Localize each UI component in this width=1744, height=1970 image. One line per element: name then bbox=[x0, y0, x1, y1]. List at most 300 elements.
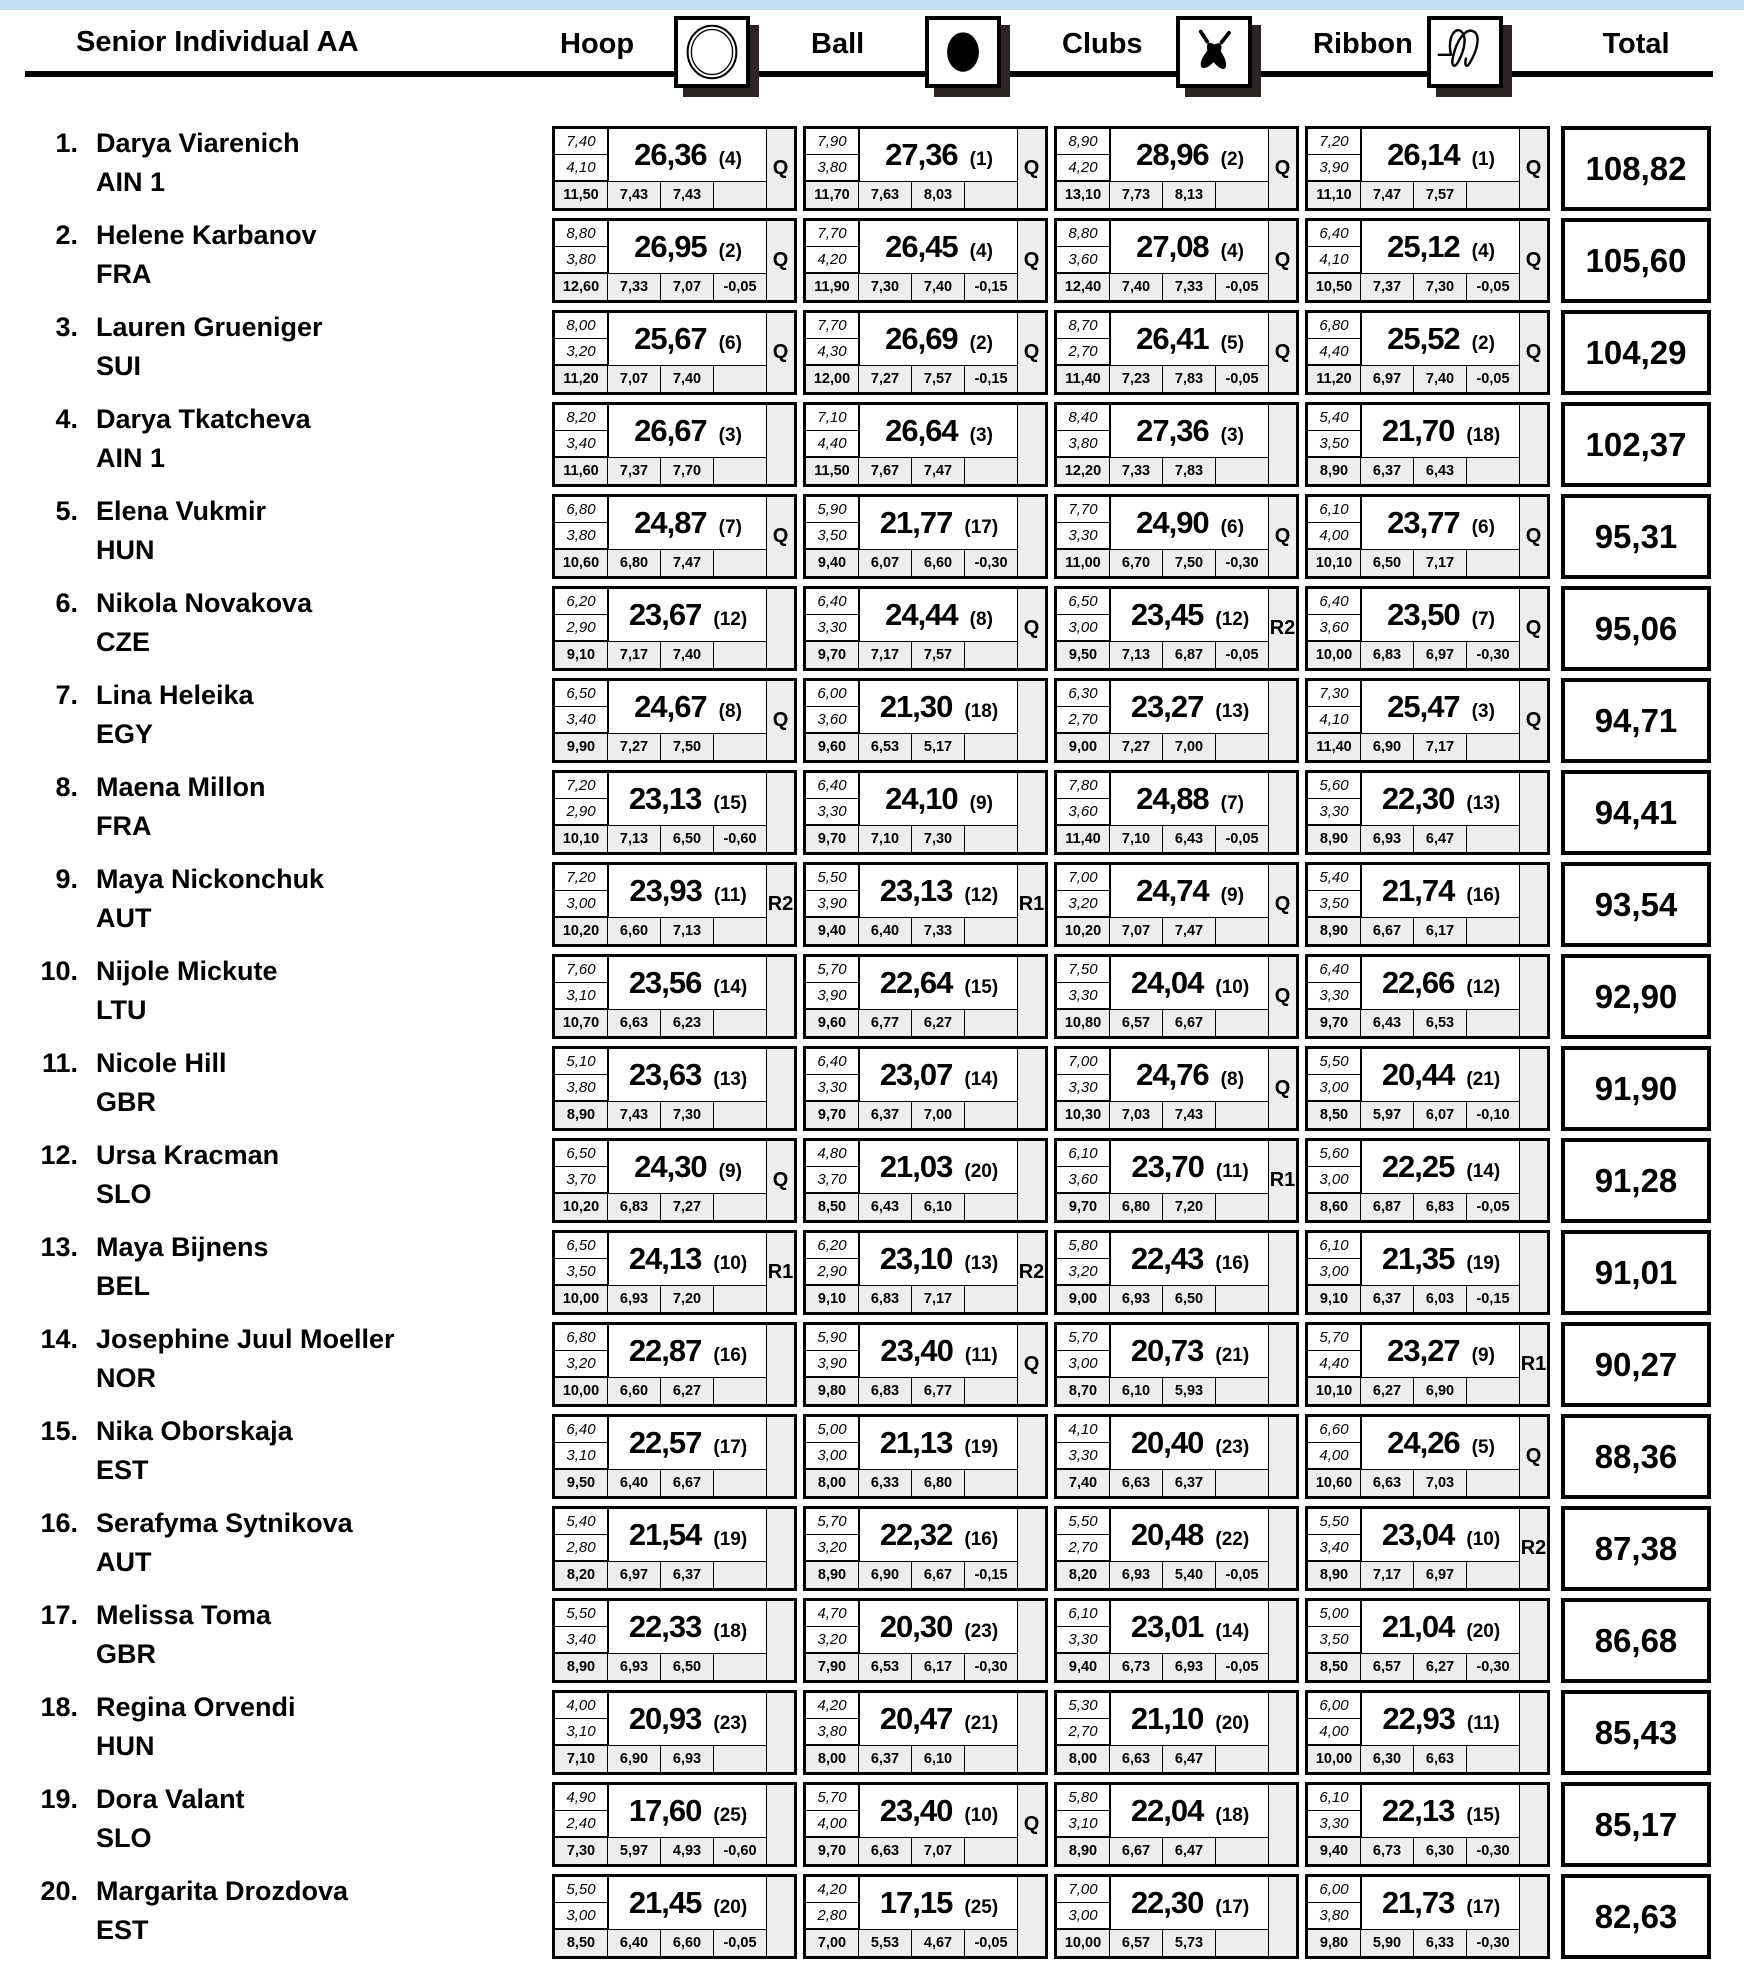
d-body-score: 6,80 bbox=[1308, 313, 1362, 339]
qualification-mark: Q bbox=[766, 681, 794, 760]
difficulty-column bbox=[1057, 129, 1111, 181]
final-score: 25,67 bbox=[634, 321, 707, 356]
score-breakdown-row bbox=[1057, 1837, 1269, 1864]
ball-score-block bbox=[803, 586, 1048, 671]
final-score: 22,30 bbox=[1130, 1885, 1204, 1920]
qualification-mark bbox=[1268, 1601, 1296, 1680]
total-score: 91,01 bbox=[1561, 1230, 1711, 1315]
score-area bbox=[860, 1417, 1018, 1469]
artistry-score: 6,37 bbox=[859, 1101, 912, 1128]
qualification-mark bbox=[1268, 1693, 1296, 1772]
score-breakdown-row bbox=[1057, 825, 1269, 852]
difficulty-column bbox=[1057, 957, 1111, 1009]
d-apparatus-score: 4,10 bbox=[555, 155, 609, 181]
execution-score: 8,03 bbox=[912, 181, 965, 208]
artistry-score: 6,83 bbox=[859, 1285, 912, 1312]
athlete-name: Elena Vukmir bbox=[96, 496, 267, 526]
clubs-icon bbox=[1176, 16, 1252, 88]
apparatus-rank: (3) bbox=[969, 424, 993, 446]
ball-score-block bbox=[803, 310, 1048, 395]
score-area bbox=[1111, 497, 1269, 549]
score-area bbox=[860, 1509, 1018, 1561]
d-apparatus-score: 3,90 bbox=[806, 1351, 860, 1377]
qualification-mark: R2 bbox=[766, 865, 794, 944]
score-area bbox=[860, 957, 1018, 1009]
score-breakdown-row bbox=[806, 1929, 1018, 1956]
score-breakdown-row bbox=[1057, 181, 1269, 208]
hoop-icon bbox=[674, 16, 750, 88]
qualification-mark: R1 bbox=[766, 1233, 794, 1312]
d-total-score: 9,70 bbox=[806, 1101, 859, 1128]
penalty-score bbox=[1216, 1009, 1269, 1036]
penalty-score bbox=[1467, 1561, 1520, 1588]
difficulty-column bbox=[1057, 1601, 1111, 1653]
apparatus-rank: (4) bbox=[1220, 240, 1244, 262]
clubs-score-block bbox=[1054, 218, 1299, 303]
apparatus-rank: (23) bbox=[713, 1712, 748, 1734]
ball-icon bbox=[925, 16, 1001, 88]
d-total-score: 9,10 bbox=[1308, 1285, 1361, 1312]
execution-score: 6,37 bbox=[1163, 1469, 1216, 1496]
artistry-score: 6,90 bbox=[608, 1745, 661, 1772]
d-apparatus-score: 2,90 bbox=[806, 1259, 860, 1285]
difficulty-column bbox=[1308, 497, 1362, 549]
final-score: 28,96 bbox=[1136, 137, 1209, 172]
d-body-score: 6,20 bbox=[555, 589, 609, 615]
penalty-score: -0,05 bbox=[1216, 1561, 1269, 1588]
result-row bbox=[0, 1046, 1744, 1131]
qualification-mark bbox=[766, 1049, 794, 1128]
execution-score: 6,17 bbox=[912, 1653, 965, 1680]
difficulty-column bbox=[555, 865, 609, 917]
qualification-mark bbox=[1268, 681, 1296, 760]
score-breakdown-row bbox=[806, 1745, 1018, 1772]
difficulty-column bbox=[1057, 313, 1111, 365]
d-total-score: 9,80 bbox=[1308, 1929, 1361, 1956]
d-total-score: 13,10 bbox=[1057, 181, 1110, 208]
difficulty-column bbox=[555, 1141, 609, 1193]
score-breakdown-row bbox=[1057, 365, 1269, 392]
score-area bbox=[1111, 129, 1269, 181]
score-area bbox=[1362, 1601, 1520, 1653]
apparatus-rank: (12) bbox=[964, 884, 999, 906]
score-area bbox=[609, 129, 767, 181]
apparatus-rank: (2) bbox=[1471, 332, 1495, 354]
score-area bbox=[1362, 681, 1520, 733]
score-area bbox=[860, 405, 1018, 457]
score-area bbox=[1111, 1693, 1269, 1745]
penalty-score bbox=[965, 1009, 1018, 1036]
penalty-score bbox=[714, 457, 767, 484]
execution-score: 7,70 bbox=[661, 457, 714, 484]
d-total-score: 11,40 bbox=[1057, 365, 1110, 392]
rank-number: 4. bbox=[55, 404, 78, 434]
d-total-score: 9,40 bbox=[1308, 1837, 1361, 1864]
rank-number: 2. bbox=[55, 220, 78, 250]
d-body-score: 7,90 bbox=[806, 129, 860, 155]
qualification-mark bbox=[1519, 1141, 1547, 1220]
score-breakdown-row bbox=[1057, 457, 1269, 484]
final-score: 23,77 bbox=[1387, 505, 1460, 540]
d-total-score: 9,00 bbox=[1057, 733, 1110, 760]
score-breakdown-row bbox=[1057, 1377, 1269, 1404]
qualification-mark: Q bbox=[766, 221, 794, 300]
apparatus-rank: (9) bbox=[1220, 884, 1244, 906]
execution-score: 7,47 bbox=[1163, 917, 1216, 944]
score-breakdown-row bbox=[555, 273, 767, 300]
d-total-score: 12,40 bbox=[1057, 273, 1110, 300]
final-score: 24,30 bbox=[634, 1149, 707, 1184]
penalty-score: -0,60 bbox=[714, 825, 767, 852]
clubs-score-block bbox=[1054, 494, 1299, 579]
execution-score: 7,83 bbox=[1163, 365, 1216, 392]
artistry-score: 7,07 bbox=[608, 365, 661, 392]
qualification-mark bbox=[1268, 1877, 1296, 1956]
penalty-score bbox=[965, 457, 1018, 484]
qualification-mark bbox=[1017, 1601, 1045, 1680]
score-area bbox=[1111, 1141, 1269, 1193]
ball-score-block bbox=[803, 1230, 1048, 1315]
d-body-score: 6,20 bbox=[806, 1233, 860, 1259]
d-apparatus-score: 3,00 bbox=[1308, 1259, 1362, 1285]
penalty-score bbox=[1467, 733, 1520, 760]
execution-score: 6,53 bbox=[1414, 1009, 1467, 1036]
penalty-score bbox=[1467, 1377, 1520, 1404]
d-apparatus-score: 3,40 bbox=[1308, 1535, 1362, 1561]
execution-score: 6,07 bbox=[1414, 1101, 1467, 1128]
total-column-header: Total bbox=[1602, 28, 1670, 60]
rank-number: 1. bbox=[55, 128, 78, 158]
execution-score: 7,40 bbox=[661, 641, 714, 668]
penalty-score bbox=[965, 1469, 1018, 1496]
final-score: 23,13 bbox=[628, 781, 702, 816]
d-body-score: 8,00 bbox=[555, 313, 609, 339]
apparatus-rank: (13) bbox=[964, 1252, 999, 1274]
total-score: 91,90 bbox=[1561, 1046, 1711, 1131]
d-apparatus-score: 3,30 bbox=[1057, 1627, 1111, 1653]
final-score: 24,74 bbox=[1136, 873, 1209, 908]
clubs-score-block bbox=[1054, 1782, 1299, 1867]
score-breakdown-row bbox=[806, 1193, 1018, 1220]
d-body-score: 6,10 bbox=[1308, 1785, 1362, 1811]
difficulty-column bbox=[1057, 681, 1111, 733]
d-body-score: 5,30 bbox=[1057, 1693, 1111, 1719]
artistry-score: 6,63 bbox=[1110, 1745, 1163, 1772]
apparatus-rank: (2) bbox=[969, 332, 993, 354]
execution-score: 6,67 bbox=[1163, 1009, 1216, 1036]
athlete-name: Dora Valant bbox=[96, 1784, 245, 1814]
artistry-score: 7,40 bbox=[1110, 273, 1163, 300]
execution-score: 8,13 bbox=[1163, 181, 1216, 208]
hoop-score-block bbox=[552, 1322, 797, 1407]
artistry-score: 6,73 bbox=[1361, 1837, 1414, 1864]
athlete-country: AUT bbox=[96, 903, 152, 933]
result-row bbox=[0, 126, 1744, 211]
score-breakdown-row bbox=[555, 181, 767, 208]
score-area bbox=[609, 497, 767, 549]
final-score: 21,73 bbox=[1381, 1885, 1455, 1920]
score-area bbox=[1111, 1601, 1269, 1653]
difficulty-column bbox=[806, 129, 860, 181]
difficulty-column bbox=[555, 589, 609, 641]
clubs-score-block bbox=[1054, 1598, 1299, 1683]
final-score: 23,67 bbox=[628, 597, 702, 632]
score-breakdown-row bbox=[1057, 1745, 1269, 1772]
difficulty-column bbox=[1308, 589, 1362, 641]
score-breakdown-row bbox=[1308, 1009, 1520, 1036]
apparatus-rank: (11) bbox=[1466, 1712, 1500, 1734]
athlete-country: CZE bbox=[96, 627, 150, 657]
result-row bbox=[0, 1322, 1744, 1407]
d-total-score: 7,40 bbox=[1057, 1469, 1110, 1496]
apparatus-rank: (6) bbox=[718, 332, 742, 354]
apparatus-rank: (21) bbox=[1466, 1068, 1501, 1090]
total-score: 88,36 bbox=[1561, 1414, 1711, 1499]
qualification-mark bbox=[1017, 1693, 1045, 1772]
final-score: 23,93 bbox=[629, 873, 702, 908]
score-area bbox=[860, 1325, 1018, 1377]
total-score: 105,60 bbox=[1561, 218, 1711, 303]
execution-score: 6,60 bbox=[912, 549, 965, 576]
qualification-mark: Q bbox=[1519, 497, 1547, 576]
d-body-score: 7,70 bbox=[1057, 497, 1111, 523]
score-breakdown-row bbox=[806, 549, 1018, 576]
score-area bbox=[1362, 497, 1520, 549]
apparatus-rank: (4) bbox=[718, 148, 742, 170]
score-area bbox=[609, 589, 767, 641]
final-score: 22,33 bbox=[628, 1609, 702, 1644]
score-area bbox=[1362, 1141, 1520, 1193]
final-score: 20,73 bbox=[1130, 1333, 1204, 1368]
difficulty-column bbox=[806, 773, 860, 825]
athlete-country: BEL bbox=[96, 1271, 150, 1301]
d-apparatus-score: 3,10 bbox=[1057, 1811, 1111, 1837]
d-apparatus-score: 3,80 bbox=[806, 155, 860, 181]
result-row bbox=[0, 1138, 1744, 1223]
artistry-score: 7,07 bbox=[1110, 917, 1163, 944]
qualification-mark: Q bbox=[1519, 221, 1547, 300]
difficulty-column bbox=[1308, 1785, 1362, 1837]
difficulty-column bbox=[555, 1601, 609, 1653]
score-area bbox=[1111, 1417, 1269, 1469]
score-area bbox=[1362, 221, 1520, 273]
qualification-mark bbox=[1519, 1233, 1547, 1312]
d-total-score: 8,90 bbox=[1057, 1837, 1110, 1864]
difficulty-column bbox=[1057, 1049, 1111, 1101]
ribbon-score-block bbox=[1305, 1230, 1550, 1315]
hoop-score-block bbox=[552, 126, 797, 211]
d-total-score: 8,90 bbox=[1308, 1561, 1361, 1588]
penalty-score: -0,30 bbox=[1216, 549, 1269, 576]
clubs-score-block bbox=[1054, 1690, 1299, 1775]
qualification-mark: R2 bbox=[1519, 1509, 1547, 1588]
result-row bbox=[0, 1230, 1744, 1315]
penalty-score: -0,30 bbox=[1467, 1653, 1520, 1680]
artistry-score: 7,33 bbox=[608, 273, 661, 300]
d-apparatus-score: 3,50 bbox=[806, 523, 860, 549]
d-apparatus-score: 3,30 bbox=[1308, 1811, 1362, 1837]
athlete-name: Nika Oborskaja bbox=[96, 1416, 293, 1446]
d-apparatus-score: 3,60 bbox=[806, 707, 860, 733]
difficulty-column bbox=[806, 1785, 860, 1837]
d-apparatus-score: 4,40 bbox=[806, 431, 860, 457]
d-total-score: 10,60 bbox=[555, 549, 608, 576]
d-apparatus-score: 3,10 bbox=[555, 983, 609, 1009]
score-area bbox=[1111, 589, 1269, 641]
apparatus-rank: (7) bbox=[1220, 792, 1244, 814]
qualification-mark bbox=[1519, 865, 1547, 944]
qualification-mark: Q bbox=[1519, 129, 1547, 208]
d-apparatus-score: 3,80 bbox=[555, 523, 609, 549]
d-body-score: 4,20 bbox=[806, 1877, 860, 1903]
clubs-score-block bbox=[1054, 1322, 1299, 1407]
ball-score-block bbox=[803, 1046, 1048, 1131]
d-apparatus-score: 3,40 bbox=[555, 1627, 609, 1653]
ribbon-score-block bbox=[1305, 1506, 1550, 1591]
d-apparatus-score: 3,00 bbox=[555, 891, 609, 917]
execution-score: 7,30 bbox=[1414, 273, 1467, 300]
artistry-score: 6,67 bbox=[1110, 1837, 1163, 1864]
penalty-score bbox=[1216, 1101, 1269, 1128]
execution-score: 6,93 bbox=[661, 1745, 714, 1772]
qualification-mark: R1 bbox=[1268, 1141, 1296, 1220]
ball-score-block bbox=[803, 494, 1048, 579]
qualification-mark bbox=[1017, 497, 1045, 576]
total-score: 91,28 bbox=[1561, 1138, 1711, 1223]
artistry-score: 5,53 bbox=[859, 1929, 912, 1956]
d-body-score: 6,40 bbox=[555, 1417, 609, 1443]
rank-number: 5. bbox=[55, 496, 78, 526]
execution-score: 6,50 bbox=[1163, 1285, 1216, 1312]
d-apparatus-score: 3,80 bbox=[1057, 431, 1111, 457]
score-breakdown-row bbox=[1057, 273, 1269, 300]
column-header-ribbon: Ribbon bbox=[1313, 28, 1413, 60]
d-apparatus-score: 3,60 bbox=[1057, 799, 1111, 825]
d-apparatus-score: 3,20 bbox=[555, 339, 609, 365]
difficulty-column bbox=[806, 313, 860, 365]
d-body-score: 7,40 bbox=[555, 129, 609, 155]
d-total-score: 10,10 bbox=[555, 825, 608, 852]
difficulty-column bbox=[555, 1693, 609, 1745]
hoop-score-block bbox=[552, 1046, 797, 1131]
d-apparatus-score: 3,30 bbox=[1057, 1075, 1111, 1101]
d-apparatus-score: 4,40 bbox=[1308, 339, 1362, 365]
final-score: 21,54 bbox=[628, 1517, 702, 1552]
apparatus-rank: (15) bbox=[1466, 1804, 1501, 1826]
execution-score: 7,57 bbox=[912, 641, 965, 668]
difficulty-column bbox=[1057, 773, 1111, 825]
score-breakdown-row bbox=[1308, 641, 1520, 668]
score-breakdown-row bbox=[806, 181, 1018, 208]
ribbon-score-block bbox=[1305, 862, 1550, 947]
d-body-score: 8,80 bbox=[1057, 221, 1111, 247]
difficulty-column bbox=[1308, 1233, 1362, 1285]
score-area bbox=[1362, 1049, 1520, 1101]
difficulty-column bbox=[1057, 1141, 1111, 1193]
hoop-score-block bbox=[552, 218, 797, 303]
d-total-score: 10,00 bbox=[555, 1377, 608, 1404]
execution-score: 7,43 bbox=[1163, 1101, 1216, 1128]
rank-number: 11. bbox=[41, 1048, 78, 1078]
athlete-name: Ursa Kracman bbox=[96, 1140, 280, 1170]
penalty-score bbox=[1216, 917, 1269, 944]
final-score: 26,95 bbox=[634, 229, 707, 264]
artistry-score: 5,97 bbox=[1361, 1101, 1414, 1128]
difficulty-column bbox=[1057, 589, 1111, 641]
d-body-score: 7,20 bbox=[555, 773, 609, 799]
score-area bbox=[609, 1509, 767, 1561]
d-total-score: 8,90 bbox=[555, 1653, 608, 1680]
execution-score: 6,03 bbox=[1414, 1285, 1467, 1312]
d-total-score: 8,00 bbox=[806, 1469, 859, 1496]
final-score: 22,66 bbox=[1381, 965, 1455, 1000]
clubs-score-block bbox=[1054, 678, 1299, 763]
hoop-score-block bbox=[552, 678, 797, 763]
d-body-score: 6,10 bbox=[1308, 497, 1362, 523]
final-score: 23,70 bbox=[1131, 1149, 1204, 1184]
difficulty-column bbox=[1057, 1509, 1111, 1561]
execution-score: 7,47 bbox=[661, 549, 714, 576]
qualification-mark bbox=[1519, 773, 1547, 852]
execution-score: 5,17 bbox=[912, 733, 965, 760]
apparatus-rank: (21) bbox=[1215, 1344, 1250, 1366]
apparatus-rank: (2) bbox=[1220, 148, 1244, 170]
difficulty-column bbox=[806, 1509, 860, 1561]
artistry-score: 6,70 bbox=[1110, 549, 1163, 576]
score-breakdown-row bbox=[806, 1469, 1018, 1496]
qualification-mark: Q bbox=[766, 129, 794, 208]
final-score: 21,70 bbox=[1381, 413, 1455, 448]
score-area bbox=[1111, 1785, 1269, 1837]
d-body-score: 6,50 bbox=[1057, 589, 1111, 615]
final-score: 22,04 bbox=[1130, 1793, 1204, 1828]
d-body-score: 7,20 bbox=[555, 865, 609, 891]
d-total-score: 9,70 bbox=[806, 641, 859, 668]
final-score: 23,63 bbox=[628, 1057, 702, 1092]
penalty-score bbox=[714, 1745, 767, 1772]
hoop-score-block bbox=[552, 1690, 797, 1775]
athlete-name: Nijole Mickute bbox=[96, 956, 278, 986]
execution-score: 7,47 bbox=[912, 457, 965, 484]
rank-number: 18. bbox=[40, 1692, 78, 1722]
artistry-score: 6,40 bbox=[608, 1469, 661, 1496]
d-total-score: 8,00 bbox=[1057, 1745, 1110, 1772]
execution-score: 6,63 bbox=[1414, 1745, 1467, 1772]
score-breakdown-row bbox=[1308, 273, 1520, 300]
qualification-mark: R1 bbox=[1519, 1325, 1547, 1404]
execution-score: 7,27 bbox=[661, 1193, 714, 1220]
score-area bbox=[860, 1141, 1018, 1193]
execution-score: 6,80 bbox=[912, 1469, 965, 1496]
qualification-mark: Q bbox=[1268, 313, 1296, 392]
apparatus-rank: (18) bbox=[964, 700, 999, 722]
qualification-mark: Q bbox=[1017, 1325, 1045, 1404]
qualification-mark bbox=[1268, 1785, 1296, 1864]
score-breakdown-row bbox=[1308, 365, 1520, 392]
score-area bbox=[609, 1417, 767, 1469]
difficulty-column bbox=[555, 1417, 609, 1469]
d-total-score: 11,60 bbox=[555, 457, 608, 484]
difficulty-column bbox=[1308, 129, 1362, 181]
d-total-score: 11,70 bbox=[806, 181, 859, 208]
qualification-mark bbox=[1268, 1233, 1296, 1312]
execution-score: 6,50 bbox=[661, 825, 714, 852]
score-breakdown-row bbox=[555, 641, 767, 668]
artistry-score: 6,93 bbox=[1361, 825, 1414, 852]
score-area bbox=[1111, 773, 1269, 825]
penalty-score bbox=[714, 549, 767, 576]
score-area bbox=[1111, 221, 1269, 273]
